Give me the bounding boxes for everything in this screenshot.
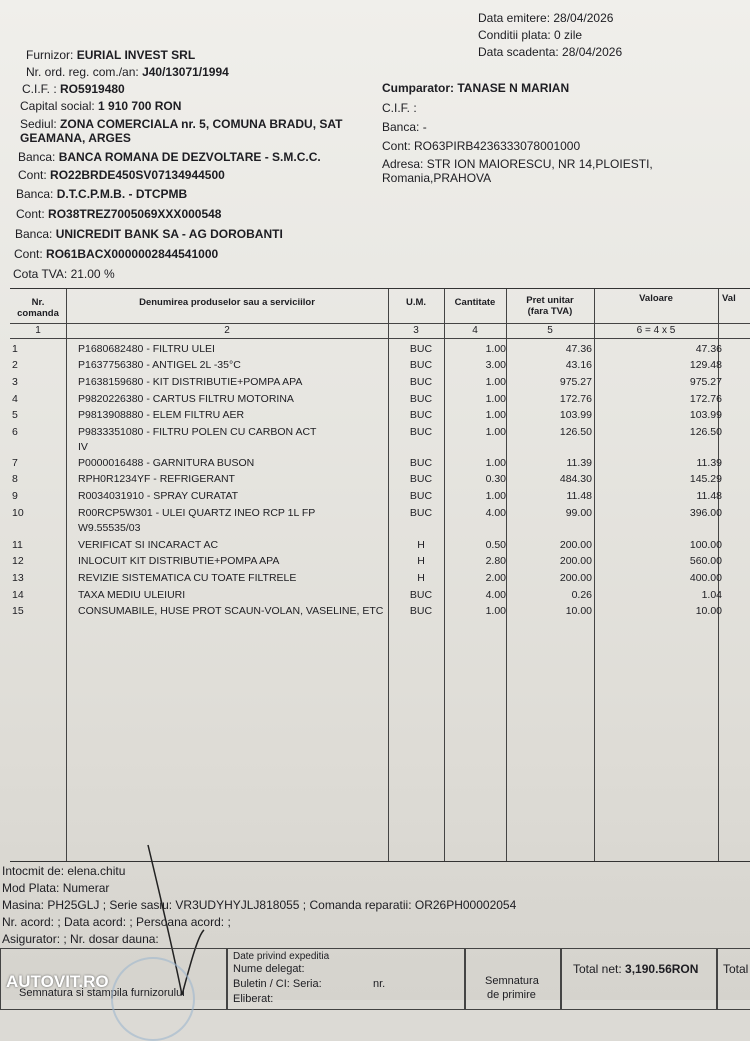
total-value: 3,190.56RON — [625, 962, 699, 976]
shipping-title: Date privind expeditia — [233, 951, 330, 962]
buyer-label: Cumparator: — [382, 81, 455, 95]
bank2-value: D.T.C.P.M.B. - DTCPMB — [56, 187, 188, 201]
header-nr — [10, 297, 66, 319]
row-price: 126.50 — [559, 426, 592, 438]
col-number: 1 — [35, 325, 41, 336]
row-price: 11.39 — [566, 457, 592, 469]
row-index: 4 — [12, 393, 18, 405]
row-description: TAXA MEDIU ULEIURI — [78, 589, 186, 601]
row-price: 200.00 — [559, 572, 592, 584]
row-value: 10.00 — [695, 605, 722, 617]
insurer-info: Asigurator: ; Nr. dosar dauna: — [2, 932, 159, 946]
row-unit: BUC — [409, 376, 433, 388]
buyer-cif: C.I.F. : — [382, 101, 417, 115]
table-row — [10, 507, 750, 523]
row-quantity: 1.00 — [485, 343, 506, 355]
col-number: 3 — [413, 325, 419, 336]
buyer-bank: Banca: - — [382, 120, 427, 134]
row-index: 1 — [12, 343, 18, 355]
row-description: VERIFICAT SI INCARACT AC — [78, 539, 219, 551]
row-value: 11.48 — [696, 490, 722, 502]
row-description: R0034031910 - SPRAY CURATAT — [78, 490, 239, 502]
row-value: 975.27 — [689, 376, 722, 388]
supplier-address-row — [20, 117, 343, 131]
row-description: P9820226380 - CARTUS FILTRU MOTORINA — [78, 393, 294, 405]
table-row — [10, 343, 750, 359]
row-price: 103.99 — [559, 409, 592, 421]
row-unit: BUC — [409, 457, 433, 469]
row-index: 5 — [12, 409, 18, 421]
capital-value: 1 910 700 RON — [98, 99, 182, 113]
total-box-cut — [716, 948, 750, 1010]
row-unit: BUC — [409, 409, 433, 421]
prepared-by: Intocmit de: elena.chitu — [2, 864, 126, 878]
capital-label: Capital social: — [20, 99, 95, 113]
id-series: Buletin / CI: Seria: — [233, 978, 322, 990]
shipping-box — [226, 948, 466, 1010]
supplier-capital-row — [20, 99, 181, 113]
row-quantity: 2.00 — [485, 572, 506, 584]
row-index: 3 — [12, 376, 18, 388]
header-value: Valoare — [639, 293, 673, 304]
issue-date: Data emitere: 28/04/2026 — [478, 11, 614, 25]
account2-value: RO38TREZ7005069XXX000548 — [48, 207, 222, 221]
buyer-address-2: Romania,PRAHOVA — [382, 171, 492, 185]
bank3-label: Banca: — [15, 227, 53, 241]
cif-value: RO5919480 — [60, 82, 125, 96]
account2-label: Cont: — [16, 207, 45, 221]
reg-value: J40/13071/1994 — [142, 65, 229, 79]
row-quantity: 0.50 — [485, 539, 506, 551]
header-divider — [10, 338, 750, 339]
row-description: P9813908880 - ELEM FILTRU AER — [78, 409, 245, 421]
row-unit: H — [417, 555, 425, 567]
row-price: 200.00 — [559, 539, 592, 551]
row-value: 126.50 — [689, 426, 722, 438]
row-quantity: 0.30 — [485, 473, 506, 485]
row-index: 2 — [12, 359, 18, 371]
row-description-cont: IV — [78, 441, 88, 453]
row-description: CONSUMABILE, HUSE PROT SCAUN-VOLAN, VASELINE, ETC — [78, 605, 384, 617]
watermark-logo: AUTOVIT.RO — [6, 972, 109, 991]
account2-row — [16, 207, 221, 221]
row-price: 975.27 — [559, 376, 592, 388]
row-value: 396.00 — [689, 507, 722, 519]
table-row — [10, 539, 750, 555]
buyer-name: TANASE N MARIAN — [457, 81, 570, 95]
table-row — [10, 490, 750, 506]
row-description: INLOCUIT KIT DISTRIBUTIE+POMPA APA — [78, 555, 280, 567]
row-unit: BUC — [409, 507, 433, 519]
header-quantity: Cantitate — [454, 297, 496, 308]
header-val-cut: Val — [722, 293, 736, 304]
account3-label: Cont: — [14, 247, 43, 261]
row-quantity: 1.00 — [485, 393, 506, 405]
row-value: 560.00 — [689, 555, 722, 567]
table-row — [10, 376, 750, 392]
supplier-cif-row — [22, 82, 125, 96]
account1-row — [18, 168, 225, 182]
account3-value: RO61BACX0000002844541000 — [46, 247, 219, 261]
cif-label: C.I.F. : — [22, 82, 57, 96]
buyer-address-1: Adresa: STR ION MAIORESCU, NR 14,PLOIESTI, — [382, 157, 653, 171]
row-value: 1.04 — [701, 589, 722, 601]
row-unit: BUC — [409, 359, 433, 371]
col-number: 2 — [224, 325, 230, 336]
account1-value: RO22BRDE450SV07134944500 — [50, 168, 225, 182]
header-nr-line1: Nr. — [31, 297, 45, 308]
row-price: 99.00 — [565, 507, 592, 519]
row-unit: BUC — [409, 490, 433, 502]
id-number: nr. — [373, 978, 386, 990]
row-quantity: 1.00 — [485, 457, 506, 469]
row-description: P0000016488 - GARNITURA BUSON — [78, 457, 255, 469]
row-value: 129.48 — [689, 359, 722, 371]
supplier-name-row — [26, 48, 195, 62]
stamp-circle — [111, 957, 195, 1041]
row-quantity: 4.00 — [485, 507, 506, 519]
sediu-label: Sediul: — [20, 117, 57, 131]
bank2-row — [16, 187, 187, 201]
table-row — [10, 359, 750, 375]
table-row — [10, 589, 750, 605]
row-price: 484.30 — [559, 473, 592, 485]
row-value: 145.29 — [689, 473, 722, 485]
table-row — [10, 605, 750, 621]
sediu-value-2: GEAMANA, ARGES — [20, 131, 131, 145]
row-index: 11 — [12, 539, 23, 551]
total-right-label: Total — [723, 962, 749, 976]
bank1-value: BANCA ROMANA DE DEZVOLTARE - S.M.C.C. — [58, 150, 321, 164]
agreement-info: Nr. acord: ; Data acord: ; Persoana acord: ; — [2, 915, 231, 929]
col-number: 5 — [547, 325, 553, 336]
header-divider — [10, 323, 750, 324]
row-description: P1680682480 - FILTRU ULEI — [78, 343, 215, 355]
supplier-reg-row — [26, 65, 229, 79]
items-table — [10, 288, 750, 862]
row-price: 200.00 — [559, 555, 592, 567]
row-quantity: 1.00 — [485, 605, 506, 617]
row-description: RPH0R1234YF - REFRIGERANT — [78, 473, 235, 485]
sediu-value-1: ZONA COMERCIALA nr. 5, COMUNA BRADU, SAT — [60, 117, 343, 131]
row-quantity: 3.00 — [485, 359, 506, 371]
table-row — [10, 393, 750, 409]
bank2-label: Banca: — [16, 187, 54, 201]
header-description: Denumirea produselor sau a serviciilor — [139, 297, 315, 308]
row-quantity: 1.00 — [485, 426, 506, 438]
table-row — [10, 473, 750, 489]
header-um: U.M. — [405, 297, 427, 308]
total-row — [573, 962, 698, 976]
row-price: 47.36 — [565, 343, 592, 355]
row-value: 103.99 — [689, 409, 722, 421]
row-value: 172.76 — [689, 393, 722, 405]
row-unit: BUC — [409, 426, 433, 438]
table-row — [10, 426, 750, 442]
row-price: 10.00 — [565, 605, 592, 617]
header-price-line2: (fara TVA) — [527, 306, 573, 317]
row-price: 43.16 — [565, 359, 592, 371]
account1-label: Cont: — [18, 168, 47, 182]
table-row — [10, 457, 750, 473]
total-box — [560, 948, 718, 1010]
row-price: 0.26 — [571, 589, 592, 601]
row-quantity: 4.00 — [485, 589, 506, 601]
supplier-label: Furnizor: — [26, 48, 74, 62]
row-index: 6 — [12, 426, 18, 438]
row-unit: BUC — [409, 473, 433, 485]
vehicle-info: Masina: PH25GLJ ; Serie sasiu: VR3UDYHYJLJ818055 ; Comanda reparatii: OR26PH00002054 — [2, 898, 517, 912]
row-value: 400.00 — [689, 572, 722, 584]
row-unit: BUC — [409, 343, 433, 355]
table-row — [10, 555, 750, 571]
bank1-row — [18, 150, 321, 164]
table-row — [10, 409, 750, 425]
row-description: P1637756380 - ANTIGEL 2L -35°C — [78, 359, 241, 371]
issued-by: Eliberat: — [233, 993, 274, 1005]
header-price-line1: Pret unitar — [526, 295, 574, 306]
row-quantity: 1.00 — [485, 490, 506, 502]
header-unit-price — [506, 295, 594, 317]
row-index: 7 — [12, 457, 18, 469]
row-index: 9 — [12, 490, 18, 502]
bank3-value: UNICREDIT BANK SA - AG DOROBANTI — [55, 227, 283, 241]
row-quantity: 1.00 — [485, 409, 506, 421]
row-unit: H — [417, 572, 425, 584]
col-number: 6 = 4 x 5 — [636, 325, 676, 336]
row-index: 13 — [12, 572, 24, 584]
payment-terms: Conditii plata: 0 zile — [478, 28, 583, 42]
row-price: 11.48 — [566, 490, 592, 502]
payment-mode: Mod Plata: Numerar — [2, 881, 110, 895]
row-index: 14 — [12, 589, 24, 601]
row-unit: BUC — [409, 589, 433, 601]
total-label: Total net: — [573, 962, 622, 976]
vat-rate: Cota TVA: 21.00 % — [13, 267, 115, 281]
row-description: P1638159680 - KIT DISTRIBUTIE+POMPA APA — [78, 376, 303, 388]
row-description: P9833351080 - FILTRU POLEN CU CARBON ACT — [78, 426, 317, 438]
buyer-account: Cont: RO63PIRB4236333078001000 — [382, 139, 581, 153]
row-value: 47.36 — [695, 343, 722, 355]
row-value: 100.00 — [689, 539, 722, 551]
table-row — [10, 572, 750, 588]
supplier-signature-label: Semnatura si stampila furnizorului — [19, 987, 185, 999]
supplier-name: EURIAL INVEST SRL — [76, 48, 196, 62]
col-number: 4 — [472, 325, 478, 336]
receipt-signature-box — [464, 948, 562, 1010]
row-description-cont: W9.55535/03 — [78, 522, 141, 534]
row-index: 8 — [12, 473, 18, 485]
row-index: 10 — [12, 507, 24, 519]
receipt-signature-line2: de primire — [487, 989, 536, 1001]
row-description: R00RCP5W301 - ULEI QUARTZ INEO RCP 1L FP — [78, 507, 316, 519]
account3-row — [14, 247, 218, 261]
due-date: Data scadenta: 28/04/2026 — [478, 45, 623, 59]
row-unit: BUC — [409, 393, 433, 405]
row-value: 11.39 — [696, 457, 722, 469]
row-unit: BUC — [409, 605, 433, 617]
buyer-name-row — [382, 81, 569, 95]
row-description: REVIZIE SISTEMATICA CU TOATE FILTRELE — [78, 572, 297, 584]
row-quantity: 1.00 — [485, 376, 506, 388]
delegate-name: Nume delegat: — [233, 963, 305, 975]
row-price: 172.76 — [559, 393, 592, 405]
bank1-label: Banca: — [18, 150, 56, 164]
header-nr-line2: comanda — [17, 308, 59, 319]
row-unit: H — [417, 539, 425, 551]
bank3-row — [15, 227, 283, 241]
row-index: 15 — [12, 605, 24, 617]
row-quantity: 2.80 — [485, 555, 506, 567]
row-index: 12 — [12, 555, 24, 567]
reg-label: Nr. ord. reg. com./an: — [26, 65, 139, 79]
receipt-signature-line1: Semnatura — [485, 975, 539, 987]
